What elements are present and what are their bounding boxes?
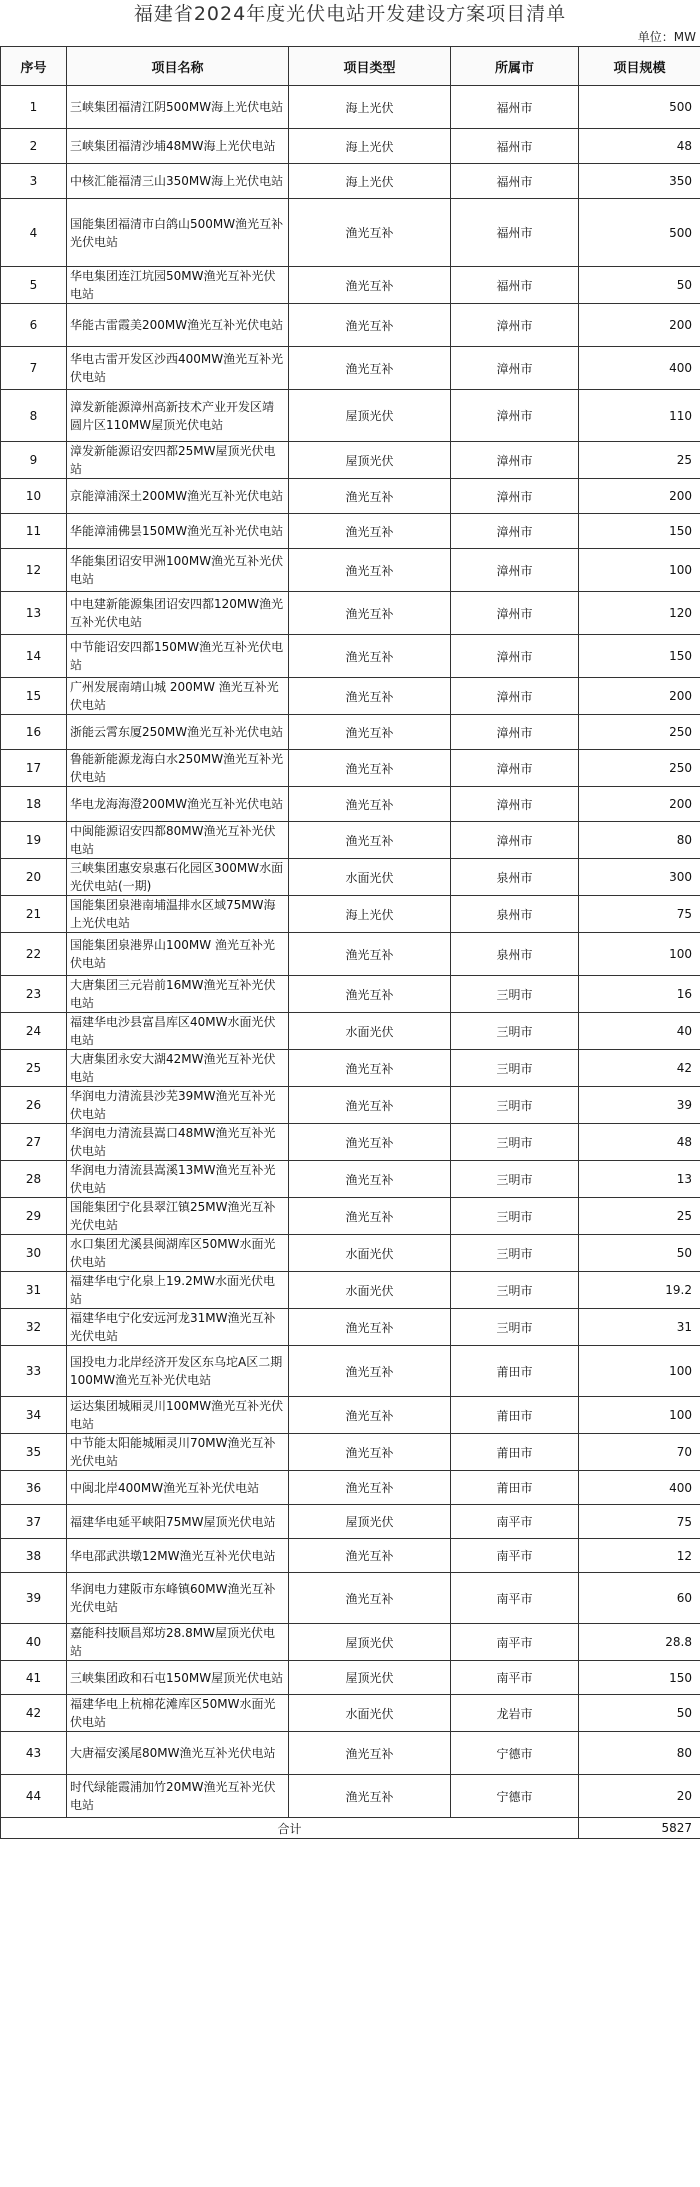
cell-no: 41 (1, 1661, 67, 1695)
cell-scale: 400 (579, 347, 700, 390)
cell-type: 渔光互补 (289, 1573, 451, 1624)
cell-city: 宁德市 (451, 1732, 579, 1775)
cell-name: 华电古雷开发区沙西400MW渔光互补光伏电站 (67, 347, 289, 390)
table-row (1, 390, 700, 442)
cell-name: 中节能太阳能城厢灵川70MW渔光互补光伏电站 (67, 1434, 289, 1471)
table-row (1, 1573, 700, 1624)
cell-type: 水面光伏 (289, 1695, 451, 1732)
cell-name: 福建华电延平峡阳75MW屋顶光伏电站 (67, 1505, 289, 1539)
cell-no: 44 (1, 1775, 67, 1818)
cell-city: 龙岩市 (451, 1695, 579, 1732)
cell-scale: 100 (579, 933, 700, 976)
table-row (1, 1346, 700, 1397)
cell-city: 莆田市 (451, 1397, 579, 1434)
cell-city: 南平市 (451, 1539, 579, 1573)
cell-no: 43 (1, 1732, 67, 1775)
cell-no: 16 (1, 715, 67, 750)
cell-type: 屋顶光伏 (289, 1624, 451, 1661)
cell-scale: 13 (579, 1161, 700, 1198)
table-row (1, 1661, 700, 1695)
cell-type: 水面光伏 (289, 859, 451, 896)
cell-name: 水口集团尤溪县闽湖库区50MW水面光伏电站 (67, 1235, 289, 1272)
cell-scale: 100 (579, 1397, 700, 1434)
table-row (1, 1198, 700, 1235)
cell-city: 福州市 (451, 199, 579, 267)
cell-no: 35 (1, 1434, 67, 1471)
table-row (1, 267, 700, 304)
cell-scale: 12 (579, 1539, 700, 1573)
cell-name: 国投电力北岸经济开发区东乌坨A区二期100MW渔光互补光伏电站 (67, 1346, 289, 1397)
cell-name: 华润电力清流县沙芜39MW渔光互补光伏电站 (67, 1087, 289, 1124)
cell-scale: 150 (579, 635, 700, 678)
cell-name: 华电邵武洪墩12MW渔光互补光伏电站 (67, 1539, 289, 1573)
cell-city: 三明市 (451, 1124, 579, 1161)
cell-scale: 150 (579, 1661, 700, 1695)
cell-type: 渔光互补 (289, 1087, 451, 1124)
cell-type: 屋顶光伏 (289, 1661, 451, 1695)
cell-scale: 40 (579, 1013, 700, 1050)
cell-type: 渔光互补 (289, 1397, 451, 1434)
cell-city: 莆田市 (451, 1434, 579, 1471)
cell-city: 三明市 (451, 1013, 579, 1050)
cell-type: 渔光互补 (289, 1161, 451, 1198)
cell-type: 渔光互补 (289, 1050, 451, 1087)
total-value: 5827 (579, 1818, 700, 1839)
cell-name: 大唐福安溪尾80MW渔光互补光伏电站 (67, 1732, 289, 1775)
cell-no: 31 (1, 1272, 67, 1309)
cell-name: 华电集团连江坑园50MW渔光互补光伏电站 (67, 267, 289, 304)
cell-scale: 50 (579, 267, 700, 304)
cell-no: 4 (1, 199, 67, 267)
table-row (1, 635, 700, 678)
cell-type: 海上光伏 (289, 164, 451, 199)
cell-city: 莆田市 (451, 1346, 579, 1397)
table-row (1, 1434, 700, 1471)
cell-name: 运达集团城厢灵川100MW渔光互补光伏电站 (67, 1397, 289, 1434)
cell-scale: 200 (579, 479, 700, 514)
cell-no: 25 (1, 1050, 67, 1087)
cell-type: 渔光互补 (289, 787, 451, 822)
cell-city: 漳州市 (451, 390, 579, 442)
cell-city: 漳州市 (451, 750, 579, 787)
cell-scale: 48 (579, 1124, 700, 1161)
cell-city: 三明市 (451, 1272, 579, 1309)
cell-no: 42 (1, 1695, 67, 1732)
cell-city: 南平市 (451, 1661, 579, 1695)
cell-type: 渔光互补 (289, 976, 451, 1013)
table-row (1, 1775, 700, 1818)
table-row (1, 1309, 700, 1346)
cell-name: 华能古雷霞美200MW渔光互补光伏电站 (67, 304, 289, 347)
table-row (1, 787, 700, 822)
table-row (1, 442, 700, 479)
cell-scale: 300 (579, 859, 700, 896)
cell-type: 屋顶光伏 (289, 1505, 451, 1539)
project-table (0, 46, 700, 1839)
cell-name: 华电龙海海澄200MW渔光互补光伏电站 (67, 787, 289, 822)
cell-type: 渔光互补 (289, 1198, 451, 1235)
cell-name: 中闽北岸400MW渔光互补光伏电站 (67, 1471, 289, 1505)
table-row (1, 129, 700, 164)
cell-type: 渔光互补 (289, 199, 451, 267)
table-row (1, 304, 700, 347)
cell-city: 三明市 (451, 1050, 579, 1087)
cell-city: 漳州市 (451, 514, 579, 549)
cell-no: 29 (1, 1198, 67, 1235)
cell-name: 国能集团泉港界山100MW 渔光互补光伏电站 (67, 933, 289, 976)
cell-city: 漳州市 (451, 479, 579, 514)
cell-type: 渔光互补 (289, 1309, 451, 1346)
cell-scale: 39 (579, 1087, 700, 1124)
cell-city: 漳州市 (451, 442, 579, 479)
table-row (1, 822, 700, 859)
cell-city: 漳州市 (451, 787, 579, 822)
table-row (1, 1235, 700, 1272)
cell-city: 南平市 (451, 1624, 579, 1661)
cell-no: 19 (1, 822, 67, 859)
cell-scale: 75 (579, 1505, 700, 1539)
cell-name: 福建华电上杭棉花滩库区50MW水面光伏电站 (67, 1695, 289, 1732)
cell-no: 34 (1, 1397, 67, 1434)
cell-name: 中核汇能福清三山350MW海上光伏电站 (67, 164, 289, 199)
cell-type: 屋顶光伏 (289, 390, 451, 442)
cell-name: 浙能云霄东厦250MW渔光互补光伏电站 (67, 715, 289, 750)
table-body (1, 86, 700, 1818)
cell-type: 渔光互补 (289, 592, 451, 635)
cell-name: 三峡集团政和石屯150MW屋顶光伏电站 (67, 1661, 289, 1695)
cell-scale: 48 (579, 129, 700, 164)
cell-scale: 110 (579, 390, 700, 442)
cell-city: 泉州市 (451, 933, 579, 976)
table-row (1, 1471, 700, 1505)
total-label: 合计 (1, 1818, 579, 1839)
cell-no: 27 (1, 1124, 67, 1161)
cell-no: 11 (1, 514, 67, 549)
table-row (1, 592, 700, 635)
cell-type: 渔光互补 (289, 304, 451, 347)
cell-no: 37 (1, 1505, 67, 1539)
cell-no: 17 (1, 750, 67, 787)
cell-no: 5 (1, 267, 67, 304)
cell-type: 渔光互补 (289, 1539, 451, 1573)
table-header-row (1, 47, 700, 86)
cell-type: 渔光互补 (289, 822, 451, 859)
cell-no: 1 (1, 86, 67, 129)
cell-scale: 250 (579, 715, 700, 750)
cell-no: 3 (1, 164, 67, 199)
cell-scale: 42 (579, 1050, 700, 1087)
cell-type: 渔光互补 (289, 267, 451, 304)
cell-city: 福州市 (451, 129, 579, 164)
cell-scale: 60 (579, 1573, 700, 1624)
cell-scale: 70 (579, 1434, 700, 1471)
cell-no: 6 (1, 304, 67, 347)
cell-type: 渔光互补 (289, 1434, 451, 1471)
table-row (1, 976, 700, 1013)
cell-scale: 350 (579, 164, 700, 199)
cell-scale: 200 (579, 678, 700, 715)
cell-city: 莆田市 (451, 1471, 579, 1505)
table-row (1, 715, 700, 750)
cell-type: 海上光伏 (289, 86, 451, 129)
cell-name: 华能漳浦佛昙150MW渔光互补光伏电站 (67, 514, 289, 549)
cell-city: 漳州市 (451, 678, 579, 715)
cell-scale: 16 (579, 976, 700, 1013)
cell-name: 福建华电宁化泉上19.2MW水面光伏电站 (67, 1272, 289, 1309)
cell-no: 39 (1, 1573, 67, 1624)
cell-type: 渔光互补 (289, 549, 451, 592)
table-row (1, 199, 700, 267)
cell-scale: 31 (579, 1309, 700, 1346)
cell-name: 大唐集团永安大湖42MW渔光互补光伏电站 (67, 1050, 289, 1087)
table-row (1, 1695, 700, 1732)
cell-city: 福州市 (451, 164, 579, 199)
cell-city: 漳州市 (451, 635, 579, 678)
cell-no: 18 (1, 787, 67, 822)
cell-type: 渔光互补 (289, 1346, 451, 1397)
cell-name: 中闽能源诏安四都80MW渔光互补光伏电站 (67, 822, 289, 859)
cell-no: 21 (1, 896, 67, 933)
table-row (1, 1013, 700, 1050)
cell-scale: 400 (579, 1471, 700, 1505)
unit-label: 单位：MW (637, 30, 696, 44)
cell-name: 华润电力建阪市东峰镇60MW渔光互补光伏电站 (67, 1573, 289, 1624)
cell-no: 24 (1, 1013, 67, 1050)
cell-name: 三峡集团惠安泉惠石化园区300MW水面光伏电站(一期) (67, 859, 289, 896)
cell-type: 渔光互补 (289, 678, 451, 715)
table-row (1, 1050, 700, 1087)
cell-name: 福建华电宁化安远河龙31MW渔光互补光伏电站 (67, 1309, 289, 1346)
cell-type: 水面光伏 (289, 1272, 451, 1309)
cell-no: 26 (1, 1087, 67, 1124)
cell-city: 南平市 (451, 1573, 579, 1624)
table-row (1, 347, 700, 390)
cell-no: 30 (1, 1235, 67, 1272)
cell-type: 水面光伏 (289, 1013, 451, 1050)
cell-no: 2 (1, 129, 67, 164)
cell-city: 漳州市 (451, 549, 579, 592)
cell-type: 渔光互补 (289, 1775, 451, 1818)
cell-no: 22 (1, 933, 67, 976)
table-row (1, 750, 700, 787)
cell-no: 20 (1, 859, 67, 896)
cell-no: 33 (1, 1346, 67, 1397)
table-row (1, 1161, 700, 1198)
cell-scale: 25 (579, 1198, 700, 1235)
cell-city: 福州市 (451, 267, 579, 304)
cell-name: 三峡集团福清江阴500MW海上光伏电站 (67, 86, 289, 129)
cell-scale: 19.2 (579, 1272, 700, 1309)
cell-type: 渔光互补 (289, 715, 451, 750)
cell-scale: 500 (579, 199, 700, 267)
cell-scale: 100 (579, 549, 700, 592)
table-row (1, 1732, 700, 1775)
table-row (1, 933, 700, 976)
cell-scale: 100 (579, 1346, 700, 1397)
cell-no: 8 (1, 390, 67, 442)
cell-city: 福州市 (451, 86, 579, 129)
cell-name: 国能集团福清市白鸽山500MW渔光互补光伏电站 (67, 199, 289, 267)
cell-city: 宁德市 (451, 1775, 579, 1818)
table-row (1, 1087, 700, 1124)
cell-name: 华润电力清流县嵩溪13MW渔光互补光伏电站 (67, 1161, 289, 1198)
cell-no: 32 (1, 1309, 67, 1346)
cell-no: 7 (1, 347, 67, 390)
cell-type: 屋顶光伏 (289, 442, 451, 479)
cell-scale: 200 (579, 787, 700, 822)
cell-no: 9 (1, 442, 67, 479)
table-row (1, 514, 700, 549)
cell-scale: 80 (579, 1732, 700, 1775)
cell-type: 渔光互补 (289, 635, 451, 678)
cell-city: 三明市 (451, 1309, 579, 1346)
table-row (1, 86, 700, 129)
cell-scale: 200 (579, 304, 700, 347)
cell-type: 渔光互补 (289, 514, 451, 549)
cell-scale: 120 (579, 592, 700, 635)
total-row (1, 1818, 700, 1839)
cell-name: 华润电力清流县嵩口48MW渔光互补光伏电站 (67, 1124, 289, 1161)
cell-name: 漳发新能源诏安四都25MW屋顶光伏电站 (67, 442, 289, 479)
cell-no: 38 (1, 1539, 67, 1573)
cell-type: 海上光伏 (289, 896, 451, 933)
table-row (1, 479, 700, 514)
table-row (1, 1124, 700, 1161)
cell-no: 15 (1, 678, 67, 715)
cell-no: 14 (1, 635, 67, 678)
cell-type: 渔光互补 (289, 750, 451, 787)
cell-no: 28 (1, 1161, 67, 1198)
header-no: 序号 (1, 47, 67, 86)
cell-scale: 500 (579, 86, 700, 129)
cell-city: 漳州市 (451, 822, 579, 859)
cell-scale: 75 (579, 896, 700, 933)
table-row (1, 164, 700, 199)
cell-name: 时代绿能霞浦加竹20MW渔光互补光伏电站 (67, 1775, 289, 1818)
cell-city: 南平市 (451, 1505, 579, 1539)
cell-name: 福建华电沙县富昌库区40MW水面光伏电站 (67, 1013, 289, 1050)
cell-name: 国能集团泉港南埔温排水区域75MW海上光伏电站 (67, 896, 289, 933)
cell-scale: 80 (579, 822, 700, 859)
cell-type: 渔光互补 (289, 479, 451, 514)
header-scale: 项目规模 (579, 47, 700, 86)
cell-type: 渔光互补 (289, 1732, 451, 1775)
cell-no: 40 (1, 1624, 67, 1661)
cell-city: 泉州市 (451, 896, 579, 933)
header-name: 项目名称 (67, 47, 289, 86)
cell-city: 三明市 (451, 976, 579, 1013)
table-row (1, 1624, 700, 1661)
cell-no: 23 (1, 976, 67, 1013)
cell-type: 渔光互补 (289, 1124, 451, 1161)
cell-scale: 50 (579, 1695, 700, 1732)
cell-city: 三明市 (451, 1087, 579, 1124)
cell-name: 嘉能科技顺昌郑坊28.8MW屋顶光伏电站 (67, 1624, 289, 1661)
header-city: 所属市 (451, 47, 579, 86)
header-type: 项目类型 (289, 47, 451, 86)
cell-no: 12 (1, 549, 67, 592)
table-row (1, 549, 700, 592)
cell-no: 36 (1, 1471, 67, 1505)
cell-type: 海上光伏 (289, 129, 451, 164)
cell-city: 三明市 (451, 1161, 579, 1198)
cell-type: 水面光伏 (289, 1235, 451, 1272)
table-row (1, 896, 700, 933)
cell-type: 渔光互补 (289, 347, 451, 390)
table-row (1, 1397, 700, 1434)
cell-name: 大唐集团三元岩前16MW渔光互补光伏电站 (67, 976, 289, 1013)
cell-scale: 150 (579, 514, 700, 549)
table-row (1, 1539, 700, 1573)
cell-name: 三峡集团福清沙埔48MW海上光伏电站 (67, 129, 289, 164)
cell-name: 国能集团宁化县翠江镇25MW渔光互补光伏电站 (67, 1198, 289, 1235)
cell-name: 京能漳浦深土200MW渔光互补光伏电站 (67, 479, 289, 514)
page-title: 福建省2024年度光伏电站开发建设方案项目清单 (133, 3, 567, 25)
cell-city: 三明市 (451, 1198, 579, 1235)
cell-scale: 50 (579, 1235, 700, 1272)
cell-city: 漳州市 (451, 592, 579, 635)
cell-name: 漳发新能源漳州高新技术产业开发区靖圆片区110MW屋顶光伏电站 (67, 390, 289, 442)
table-row (1, 859, 700, 896)
cell-scale: 25 (579, 442, 700, 479)
cell-city: 漳州市 (451, 715, 579, 750)
cell-city: 漳州市 (451, 347, 579, 390)
cell-name: 广州发展南靖山城 200MW 渔光互补光伏电站 (67, 678, 289, 715)
cell-type: 渔光互补 (289, 1471, 451, 1505)
cell-scale: 250 (579, 750, 700, 787)
cell-no: 10 (1, 479, 67, 514)
table-row (1, 678, 700, 715)
table-row (1, 1505, 700, 1539)
cell-name: 中电建新能源集团诏安四都120MW渔光互补光伏电站 (67, 592, 289, 635)
cell-scale: 20 (579, 1775, 700, 1818)
cell-name: 华能集团诏安甲洲100MW渔光互补光伏电站 (67, 549, 289, 592)
cell-city: 泉州市 (451, 859, 579, 896)
cell-no: 13 (1, 592, 67, 635)
cell-name: 鲁能新能源龙海白水250MW渔光互补光伏电站 (67, 750, 289, 787)
table-row (1, 1272, 700, 1309)
cell-city: 漳州市 (451, 304, 579, 347)
cell-scale: 28.8 (579, 1624, 700, 1661)
cell-type: 渔光互补 (289, 933, 451, 976)
cell-name: 中节能诏安四都150MW渔光互补光伏电站 (67, 635, 289, 678)
cell-city: 三明市 (451, 1235, 579, 1272)
